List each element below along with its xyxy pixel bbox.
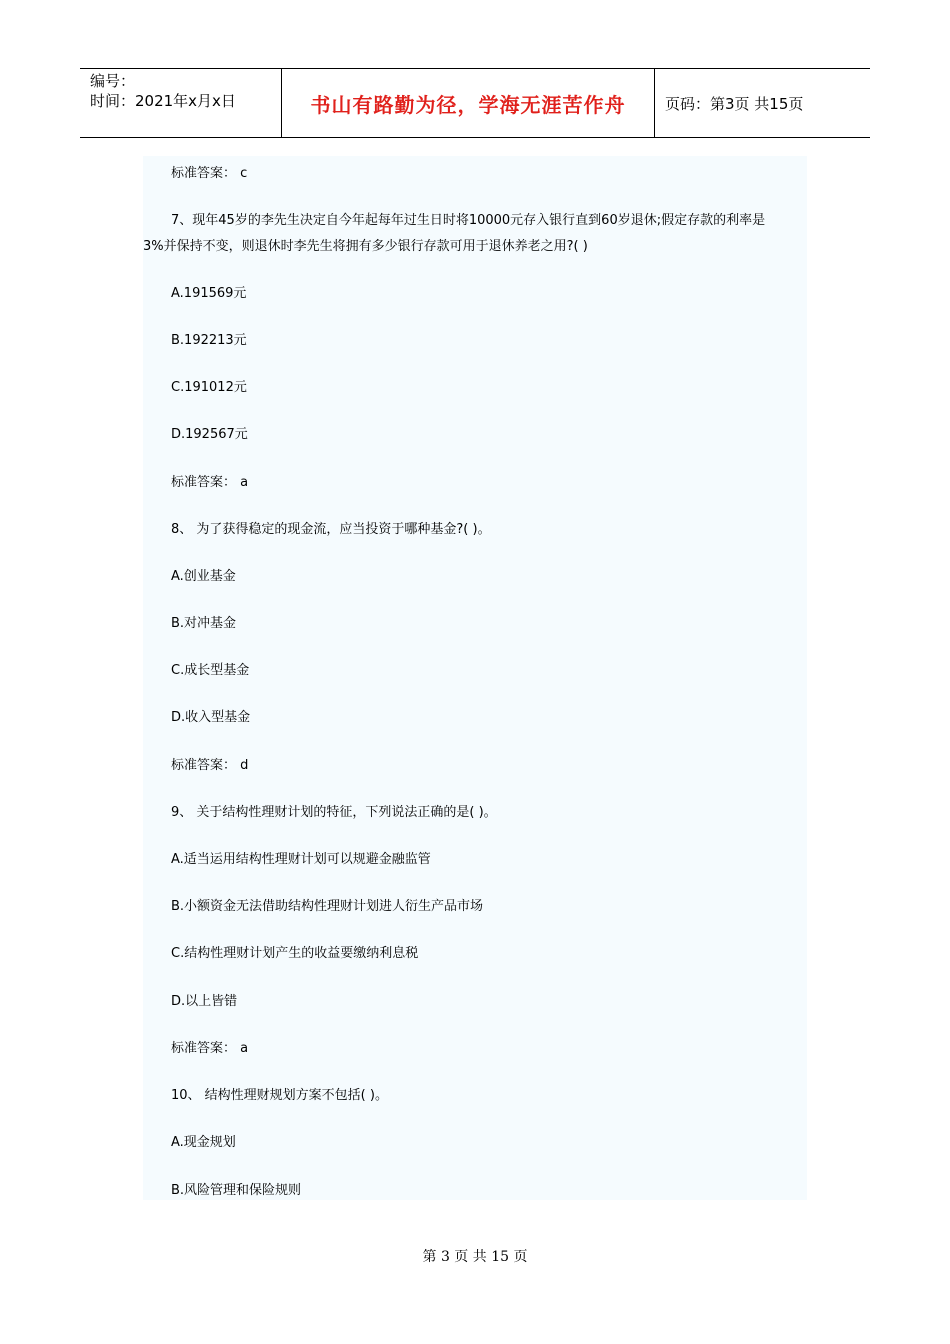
time-label: 时间：2021年x月x日 xyxy=(90,92,236,110)
answer-line: 标准答案： a xyxy=(171,475,249,490)
option-c: C.191012元 xyxy=(171,380,247,395)
answer-line: 标准答案： c xyxy=(171,166,248,181)
number-label: 编号： xyxy=(90,72,136,90)
option-c: C.结构性理财计划产生的收益要缴纳利息税 xyxy=(171,946,419,961)
option-a: A.现金规划 xyxy=(171,1135,236,1150)
question-10: 10、 结构性理财规划方案不包括( )。 xyxy=(171,1088,388,1103)
option-b: B.风险管理和保险规则 xyxy=(171,1183,302,1198)
header-right-cell xyxy=(655,69,870,137)
header-left-cell xyxy=(80,69,282,137)
option-d: D.以上皆错 xyxy=(171,994,238,1009)
header-table xyxy=(80,68,870,138)
motto: 书山有路勤为径，学海无涯苦作舟 xyxy=(310,92,626,117)
option-c: C.成长型基金 xyxy=(171,663,250,678)
option-b: B.对冲基金 xyxy=(171,616,237,631)
option-d: D.192567元 xyxy=(171,427,248,442)
answer-line: 标准答案： d xyxy=(171,758,249,773)
answer-line: 标准答案： a xyxy=(171,1041,249,1056)
option-a: A.创业基金 xyxy=(171,569,236,584)
content-area xyxy=(143,156,807,1200)
option-a: A.适当运用结构性理财计划可以规避金融监管 xyxy=(171,852,431,867)
option-d: D.收入型基金 xyxy=(171,710,251,725)
question-7-line-1: 7、现年45岁的李先生决定自今年起每年过生日时将10000元存入银行直到60岁退休;假定存款的利率是 xyxy=(171,213,766,228)
header-mid-cell xyxy=(282,69,655,137)
option-b: B.小额资金无法借助结构性理财计划进人衍生产品市场 xyxy=(171,899,484,914)
option-b: B.192213元 xyxy=(171,333,247,348)
page-label: 页码：第3页 共15页 xyxy=(665,94,804,113)
question-8: 8、 为了获得稳定的现金流，应当投资于哪种基金?( )。 xyxy=(171,522,491,537)
question-7-line-2: 3%并保持不变，则退休时李先生将拥有多少银行存款可用于退休养老之用?( ) xyxy=(143,239,588,254)
question-9: 9、 关于结构性理财计划的特征，下列说法正确的是( )。 xyxy=(171,805,497,820)
option-a: A.191569元 xyxy=(171,286,247,301)
page-footer: 第 3 页 共 15 页 xyxy=(422,1249,528,1265)
